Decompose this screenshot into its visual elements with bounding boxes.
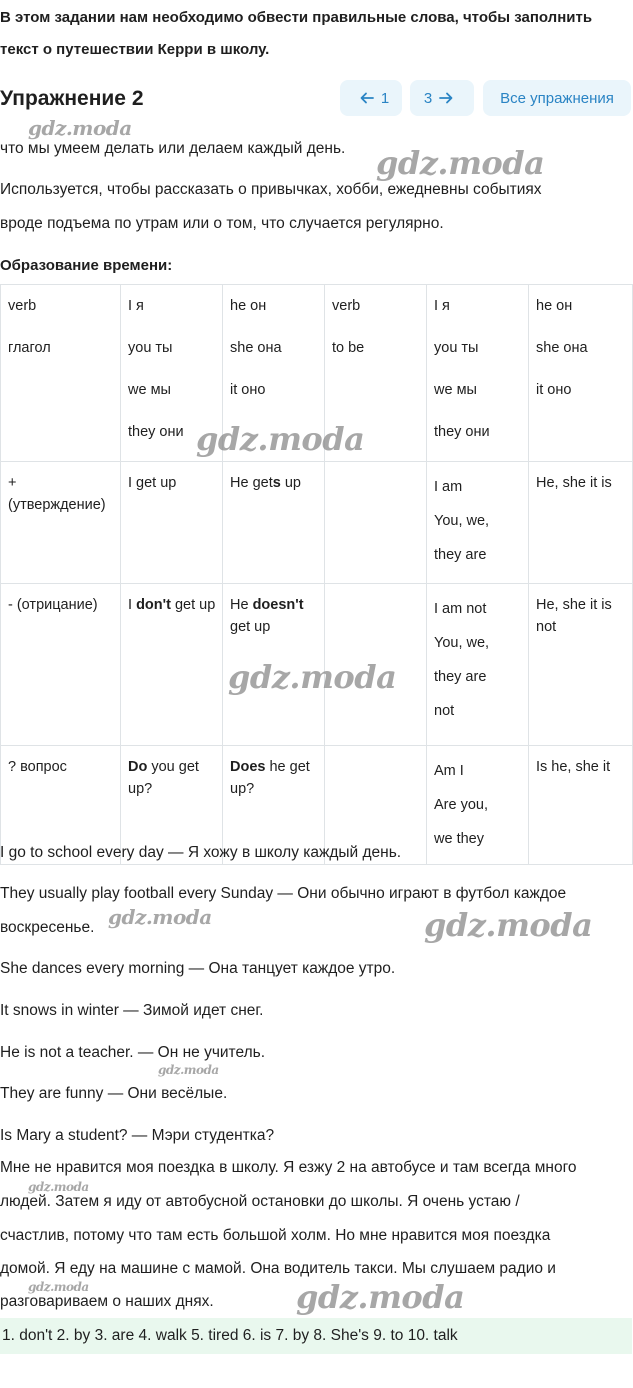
example-line: She dances every morning — Она танцует каждое утро.	[0, 960, 396, 977]
table-cell	[529, 462, 633, 584]
cell-text-bold: Does	[230, 759, 266, 775]
cell-text: verb	[8, 298, 37, 314]
table-cell	[529, 285, 633, 462]
theory-line-3: вроде подъема по утрам или о том, что случается регулярно.	[0, 215, 444, 232]
cell-text: You, we,	[434, 635, 490, 651]
example-line: They usually play football every Sunday — Они обычно играют в футбол каждое	[0, 885, 567, 902]
next-exercise-label: 3	[423, 89, 433, 107]
example-line: They are funny — Они весёлые.	[0, 1085, 228, 1102]
cell-text: I get up	[128, 475, 177, 491]
cell-text: not	[434, 703, 455, 719]
cell-text: You, we,	[434, 513, 490, 529]
story-line: домой. Я еду на машине с мамой. Она водитель такси. Мы слушаем радио и	[0, 1260, 556, 1277]
table-cell	[223, 462, 325, 584]
watermark: gdz.moda	[424, 906, 593, 944]
cell-text-part: get up	[170, 597, 216, 613]
cell-text: they are	[434, 547, 487, 563]
intro-line-1: В этом задании нам необходимо обвести правильные слова, чтобы заполнить	[0, 9, 593, 26]
cell-text: to be	[332, 340, 365, 356]
cell-text: Am I	[434, 763, 464, 779]
example-line: It snows in winter — Зимой идет снег.	[0, 1002, 264, 1019]
cell-text: they они	[434, 424, 490, 440]
table-cell	[1, 285, 121, 462]
table-cell	[427, 584, 529, 746]
cell-text: ? вопрос	[8, 759, 67, 775]
table-cell	[121, 584, 223, 746]
cell-text-part: get up	[230, 619, 271, 635]
prev-exercise-label: 1	[380, 89, 390, 107]
cell-text: she она	[230, 340, 282, 356]
cell-text: we they	[434, 831, 484, 847]
cell-text: she она	[536, 340, 588, 356]
cell-text: - (отрицание)	[8, 597, 98, 613]
table-cell	[325, 462, 427, 584]
table-cell	[529, 746, 633, 865]
all-exercises-button[interactable]	[483, 80, 631, 116]
cell-text-bold: doesn't	[252, 597, 304, 613]
cell-text: they они	[128, 424, 184, 440]
next-exercise-button[interactable]	[410, 80, 474, 116]
cell-text	[128, 594, 216, 616]
cell-text: you ты	[434, 340, 479, 356]
watermark: gdz.moda	[296, 1278, 465, 1316]
watermark: gdz.moda	[228, 658, 397, 696]
table-row	[1, 462, 633, 584]
example-line: I go to school every day — Я хожу в школу каждый день.	[0, 844, 402, 861]
intro-line-2: текст о путешествии Керри в школу.	[0, 41, 270, 58]
cell-text: Are you,	[434, 797, 488, 813]
watermark: gdz.moda	[376, 144, 545, 182]
cell-text: He, she it is	[536, 475, 612, 491]
cell-text: глагол	[8, 340, 51, 356]
watermark: gdz.moda	[108, 905, 212, 929]
example-line: Is Mary a student? — Мэри студентка?	[0, 1127, 275, 1144]
table-cell	[427, 285, 529, 462]
theory-line-1: что мы умеем делать или делаем каждый день.	[0, 140, 346, 157]
cell-text-part: you get up?	[128, 759, 199, 797]
cell-text: it оно	[536, 382, 572, 398]
story-line: Мне не нравится моя поездка в школу. Я езжу 2 на автобусе и там всегда много	[0, 1159, 577, 1176]
story-line: людей. Затем я иду от автобусной остановки до школы. Я очень устаю /	[0, 1193, 520, 1210]
cell-text: we мы	[128, 382, 171, 398]
watermark: gdz.moda	[28, 1280, 89, 1294]
cell-text	[230, 472, 318, 494]
cell-text: I я	[128, 298, 144, 314]
cell-text: he он	[536, 298, 573, 314]
story-line: разговариваем о наших днях.	[0, 1293, 214, 1310]
cell-text: I am not	[434, 601, 487, 617]
watermark: gdz.moda	[28, 1180, 89, 1194]
cell-text: He, she it is not	[536, 597, 612, 635]
arrow-left-icon	[360, 91, 374, 105]
story-line: счастлив, потому что там есть большой холм. Но мне нравится моя поездка	[0, 1227, 551, 1244]
table-cell	[427, 462, 529, 584]
table-cell	[529, 584, 633, 746]
cell-text-part: up	[280, 475, 301, 491]
exercise-title: Упражнение 2	[0, 87, 144, 110]
cell-text	[128, 756, 216, 800]
example-line: воскресенье.	[0, 919, 95, 936]
cell-text-bold: s	[272, 475, 281, 491]
cell-text: you ты	[128, 340, 173, 356]
watermark: gdz.moda	[158, 1063, 219, 1077]
cell-text: (утверждение)	[8, 497, 106, 513]
answers-bar: 1. don't 2. by 3. are 4. walk 5. tired 6. is 7. by 8. She's 9. to 10. talk	[0, 1318, 632, 1354]
cell-text: it оно	[230, 382, 266, 398]
cell-text: he он	[230, 298, 267, 314]
cell-text	[230, 594, 318, 638]
cell-text: +	[8, 475, 17, 491]
watermark: gdz.moda	[196, 420, 365, 458]
tense-table-container[interactable]	[0, 284, 632, 847]
watermark: gdz.moda	[28, 116, 132, 140]
prev-exercise-button[interactable]	[340, 80, 402, 116]
cell-text: verb	[332, 298, 361, 314]
cell-text	[230, 756, 318, 800]
arrow-right-icon	[439, 91, 453, 105]
all-exercises-label: Все упражнения	[500, 89, 614, 107]
cell-text: Is he, she it	[536, 759, 611, 775]
cell-text: I am	[434, 479, 463, 495]
cell-text: I я	[434, 298, 450, 314]
cell-text-bold: don't	[136, 597, 171, 613]
cell-text-part: He get	[230, 475, 273, 491]
example-line: He is not a teacher. — Он не учитель.	[0, 1044, 266, 1061]
table-cell	[1, 584, 121, 746]
cell-text-part: I	[128, 597, 137, 613]
cell-text: they are	[434, 669, 487, 685]
cell-text-part: He	[230, 597, 253, 613]
cell-text-bold: Do	[128, 759, 148, 775]
cell-text-part: he get up?	[230, 759, 310, 797]
theory-line-2: Используется, чтобы рассказать о привычках, хобби, ежедневны событиях	[0, 181, 542, 198]
cell-text: we мы	[434, 382, 477, 398]
table-cell	[427, 746, 529, 865]
formation-label: Образование времени:	[0, 257, 173, 274]
tense-table	[0, 284, 633, 865]
table-cell	[121, 462, 223, 584]
table-cell	[1, 462, 121, 584]
